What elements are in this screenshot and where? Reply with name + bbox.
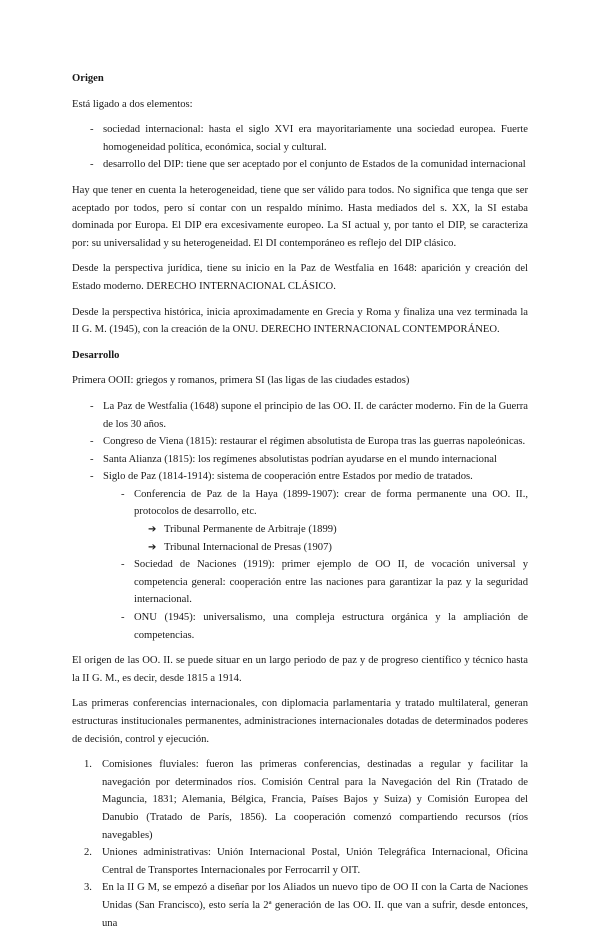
development-list — [72, 398, 528, 644]
numbered-item — [72, 756, 528, 844]
item-number: 1. — [84, 759, 92, 771]
conferencias-paragraph: Las primeras conferencias internacionales, con diplomacia parlamentaria y tratado multilateral, generan estructuras institucionales permanentes, administraciones internacionales dotadas de determinados poderes de decisión, control y ejecución. — [72, 698, 528, 745]
numbered-item — [72, 879, 528, 932]
arrow-item-text: Tribunal Permanente de Arbitraje (1899) — [164, 524, 337, 536]
list-item: - La Paz de Westfalia (1648) supone el principio de las OO. II. de carácter moderno. Fin de la Guerra de los 30 años. — [72, 398, 528, 433]
list-item-text: Siglo de Paz (1814-1914): sistema de cooperación entre Estados por medio de tratados. — [103, 471, 473, 483]
arrow-list-item — [134, 539, 528, 557]
item-text: Uniones administrativas: Unión Internacional Postal, Unión Telegráfica Internacional, Oficina Central de Transportes Internacionales por Ferrocarril y OIT. — [102, 847, 528, 876]
item-text: En la II G M, se empezó a diseñar por los Aliados un nuevo tipo de OO II con la Carta de Naciones Unidas (San Francisco), esto sería la 2ª generación de las OO. II. que van a sufrir, desde entonces, una — [102, 882, 528, 929]
item-number: 2. — [84, 847, 92, 859]
sub-list-item: - ONU (1945): universalismo, una compleja estructura orgánica y la ampliación de competencias. — [103, 609, 528, 644]
heading-desarrollo: Desarrollo — [72, 349, 120, 361]
item-text: Comisiones fluviales: fueron las primeras conferencias, destinadas a regular y facilitar la navegación por determinados ríos. Comisión Central para la Navegación del Rin (Tratado de Maguncia, 1831; Alemania, Bélgica, Francia, Países Bajos y Suiza) y Comisión Europea del Danubio (Tratado de París, 1856). La cooperación comenzó compartiendo recursos (ríos navegables) — [102, 759, 528, 841]
list-item: - Santa Alianza (1815): los regímenes absolutistas podrían ayudarse en el mundo internacional — [72, 451, 528, 469]
arrow-right-icon: ➔ — [148, 541, 157, 553]
intro-paragraph: Está ligado a dos elementos: — [72, 98, 193, 110]
arrow-list — [134, 521, 528, 556]
list-item: - desarrollo del DIP: tiene que ser aceptado por el conjunto de Estados de la comunidad internacional — [72, 156, 528, 174]
list-item — [72, 468, 528, 644]
historica-paragraph: Desde la perspectiva histórica, inicia aproximadamente en Grecia y Roma y finaliza una vez terminada la II G. M. (1945), con la creación de la ONU. DERECHO INTERNACIONAL CONTEMPORÁNEO. — [72, 306, 528, 336]
arrow-right-icon: ➔ — [148, 524, 157, 536]
document-body — [72, 70, 528, 940]
numbered-list — [72, 756, 528, 932]
sub-list-item: - Sociedad de Naciones (1919): primer ejemplo de OO II, de vocación universal y competencia general: cooperación entre las naciones para garantizar la paz y la seguridad internacional. — [103, 556, 528, 609]
juridica-paragraph: Desde la perspectiva jurídica, tiene su inicio en la Paz de Westfalia en 1648: aparición y creación del Estado moderno. DERECHO INTERNACIONAL CLÁSICO. — [72, 263, 528, 292]
primera-paragraph: Primera OOII: griegos y romanos, primera SI (las ligas de las ciudades estados) — [72, 375, 410, 387]
heterogeneidad-paragraph: Hay que tener en cuenta la heterogeneidad, tiene que ser válido para todos. No significa que tenga que ser aceptado por todos, pero sí contar con un respaldo mínimo. Hasta mediados del s. XX, la SI estaba dominada por Europa. El DIP era excesivamente europeo. La SI actual y, por tanto el DIP, se caracteriza por: su universalidad y su heterogeneidad. El DI contemporáneo es reflejo del DIP clásico. — [72, 184, 528, 249]
origen-oo-paragraph: El origen de las OO. II. se puede situar en un largo periodo de paz y de progreso científico y técnico hasta la II G. M., es decir, desde 1815 a 1914. — [72, 655, 528, 684]
list-item: - sociedad internacional: hasta el siglo XVI era mayoritariamente una sociedad europea. Fuerte homogeneidad política, económica, social y cultural. — [72, 121, 528, 156]
arrow-item-text: Tribunal Internacional de Presas (1907) — [164, 541, 332, 553]
sub-list — [103, 486, 528, 644]
numbered-item — [72, 844, 528, 879]
list-item: - Congreso de Viena (1815): restaurar el régimen absolutista de Europa tras las guerras napoleónicas. — [72, 433, 528, 451]
heading-origen: Origen — [72, 73, 104, 84]
arrow-list-item — [134, 521, 528, 539]
item-number: 3. — [84, 882, 92, 894]
sub-list-item-text: Conferencia de Paz de la Haya (1899-1907): crear de forma permanente una OO. II., protocolos de desarrollo, etc. — [134, 488, 528, 518]
sub-list-item — [103, 486, 528, 556]
elements-list — [72, 121, 528, 174]
